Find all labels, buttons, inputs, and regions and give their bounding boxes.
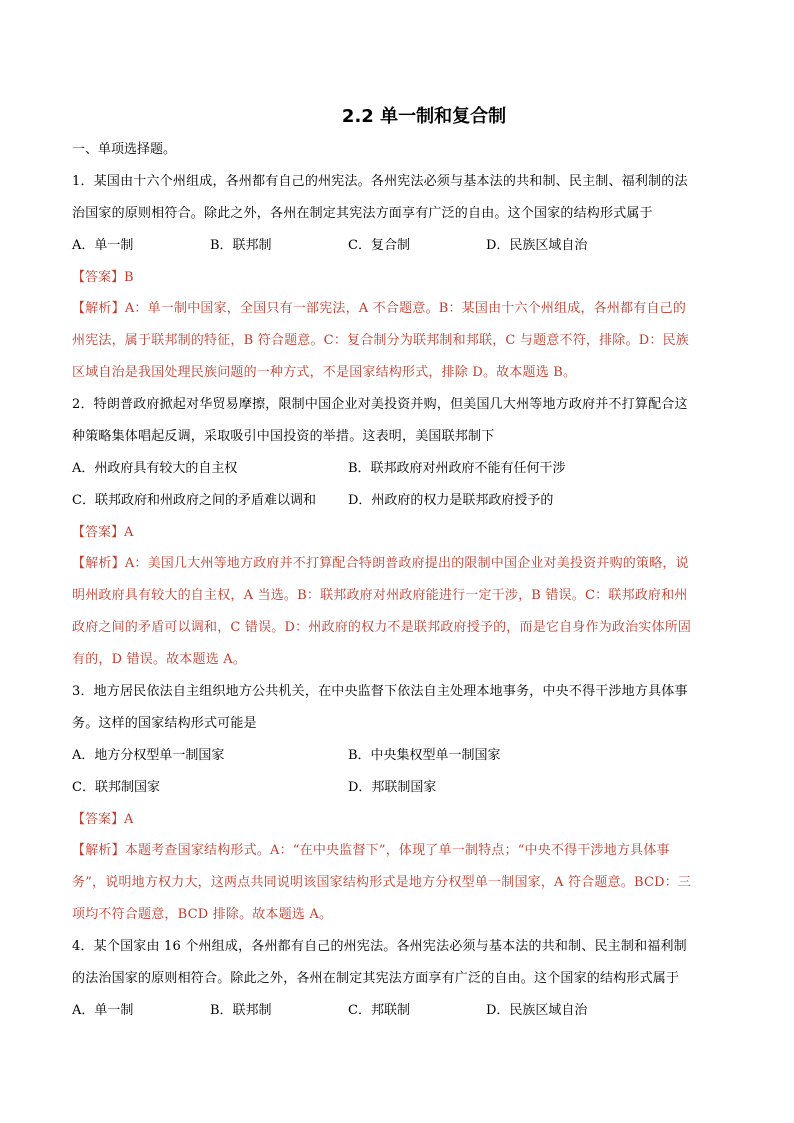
analysis-text: A：单一制中国家，全国只有一部宪法，A 不合题意。B：某国由十六个州组成，各州都有自己的	[124, 301, 687, 316]
answer-tag: 【答案】	[72, 270, 125, 285]
analysis-line	[72, 548, 724, 580]
question-3	[72, 676, 724, 931]
analysis-line: 明州政府具有较大的自主权，A 当选。B：联邦政府对州政府能进行一定干涉，B 错误。C：联邦政府和州	[72, 588, 688, 603]
section-heading: 一、单项选择题。	[72, 142, 177, 157]
option-d: D．民族区域自治	[486, 1003, 588, 1018]
options-row	[72, 485, 724, 517]
analysis-text: A：美国几大州等地方政府并不打算配合特朗普政府提出的限制中国企业对美投资并购的策略，说	[124, 556, 689, 571]
page-title: 2.2 单一制和复合制	[341, 106, 507, 127]
question-4	[72, 931, 724, 1027]
question-text-line: 种策略集体唱起反调，采取吸引中国投资的举措。这表明，美国联邦制下	[72, 429, 495, 444]
answer-tag: 【答案】	[72, 812, 125, 827]
question-text-line: 2．特朗普政府掀起对华贸易摩擦，限制中国企业对美投资并购，但美国几大州等地方政府并不打算配合这	[72, 397, 688, 412]
option-a: A．单一制	[72, 1003, 134, 1018]
analysis-line: 项均不符合题意，BCD 排除。故本题选 A。	[72, 907, 333, 922]
answer-value: A	[124, 525, 134, 540]
answer-line	[72, 804, 724, 835]
analysis-block	[72, 835, 724, 931]
analysis-line: 政府之间的矛盾可以调和，C 错误。D：州政府的权力不是联邦政府授予的，而是它自身作为政治实体所固	[72, 620, 692, 635]
analysis-block	[72, 293, 724, 389]
option-b: B．联邦政府对州政府不能有任何干涉	[348, 461, 566, 476]
analysis-line	[72, 835, 724, 867]
question-1	[72, 166, 724, 389]
analysis-tag: 【解析】	[72, 301, 125, 316]
option-b: B．联邦制	[210, 238, 272, 253]
option-d: D．州政府的权力是联邦政府授予的	[348, 493, 554, 508]
option-a: A．州政府具有较大的自主权	[72, 461, 238, 476]
option-c: C．联邦制国家	[72, 780, 160, 795]
answer-line	[72, 262, 724, 293]
option-b: B．联邦制	[210, 1003, 272, 1018]
analysis-text: 本题考查国家结构形式。A：“在中央监督下”，体现了单一制特点；“中央不得干涉地方具体事	[124, 843, 670, 858]
options-row	[72, 453, 724, 485]
options-row	[72, 772, 724, 804]
question-text-line: 的法治国家的原则相符合。除此之外，各州在制定其宪法方面享有广泛的自由。这个国家的结构形式属于	[72, 971, 680, 986]
analysis-tag: 【解析】	[72, 556, 125, 571]
question-text-line: 3．地方居民依法自主组织地方公共机关，在中央监督下依法自主处理本地事务，中央不得干涉地方具体事	[72, 684, 688, 699]
option-a: A．地方分权型单一制国家	[72, 748, 225, 763]
analysis-line: 区域自治是我国处理民族问题的一种方式，不是国家结构形式，排除 D。故本题选 B。	[72, 365, 577, 380]
options-row	[72, 740, 724, 772]
option-a: A．单一制	[72, 238, 134, 253]
answer-value: A	[124, 812, 134, 827]
option-b: B．中央集权型单一制国家	[348, 748, 501, 763]
analysis-line: 务”，说明地方权力大，这两点共同说明该国家结构形式是地方分权型单一制国家，A 符合题意。BCD：三	[72, 875, 692, 890]
analysis-tag: 【解析】	[72, 843, 125, 858]
answer-line	[72, 517, 724, 548]
analysis-line: 有的，D 错误。故本题选 A。	[72, 652, 247, 667]
option-c: C．复合制	[348, 238, 410, 253]
document-page	[72, 100, 724, 1027]
option-c: C．邦联制	[348, 1003, 410, 1018]
question-text-line: 治国家的原则相符合。除此之外，各州在制定其宪法方面享有广泛的自由。这个国家的结构形式属于	[72, 206, 653, 221]
question-text-line: 4．某个国家由 16 个州组成，各州都有自己的州宪法。各州宪法必须与基本法的共和制、民主制和福利制	[72, 939, 687, 954]
question-text-line: 1．某国由十六个州组成，各州都有自己的州宪法。各州宪法必须与基本法的共和制、民主制、福利制的法	[72, 174, 688, 189]
analysis-line	[72, 293, 724, 325]
option-c: C．联邦政府和州政府之间的矛盾难以调和	[72, 493, 316, 508]
analysis-block	[72, 548, 724, 676]
option-d: D．邦联制国家	[348, 780, 437, 795]
options-row	[72, 230, 724, 262]
options-row	[72, 995, 724, 1027]
answer-tag: 【答案】	[72, 525, 125, 540]
question-2	[72, 389, 724, 676]
option-d: D．民族区域自治	[486, 238, 588, 253]
answer-value: B	[124, 270, 134, 285]
analysis-line: 州宪法，属于联邦制的特征，B 符合题意。C：复合制分为联邦制和邦联，C 与题意不符，排除。D：民族	[72, 333, 689, 348]
question-text-line: 务。这样的国家结构形式可能是	[72, 716, 257, 731]
